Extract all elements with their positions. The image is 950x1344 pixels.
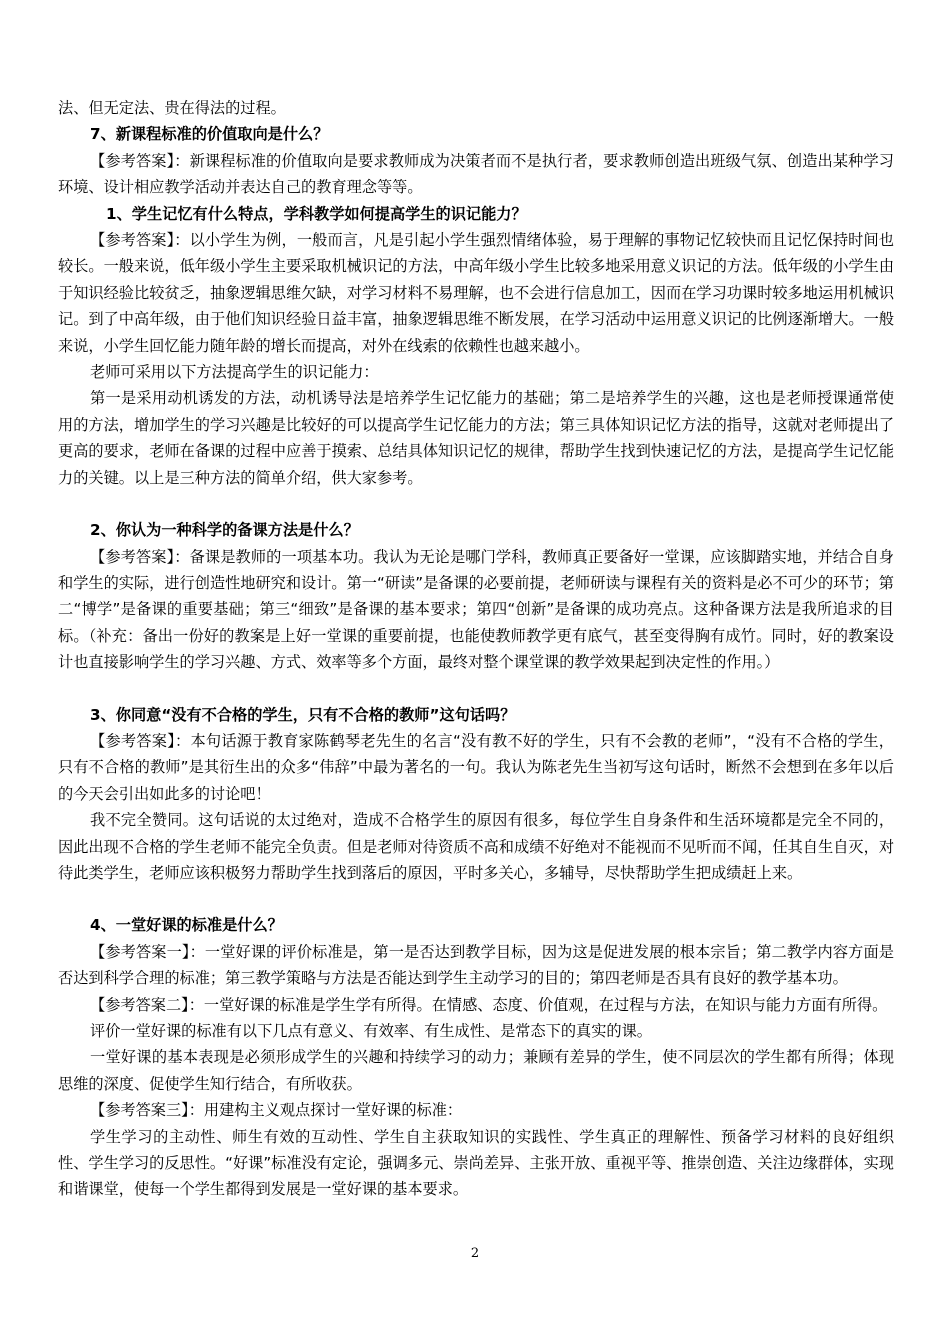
paragraph-spacer (58, 676, 894, 702)
paragraph: 【参考答案】：备课是教师的一项基本功。我认为无论是哪门学科，教师真正要备好一堂课，应该脚踏实地，并结合自身和学生的实际，进行创造性地研究和设计。第一“研读”是备课的必要前提，老师研读与课程有关的资料是必不可少的环节；第二“博学”是备课的重要基础；第三“细致”是备课的基本要求；第四“创新”是备课的成功亮点。这种备课方法是我所追求的目标。（补充：备出一份好的教案是上好一堂课的重要前提，也能使教师教学更有底气，甚至变得胸有成竹。同时，好的教案设计也直接影响学生的学习兴趣、方式、效率等多个方面，最终对整个课堂课的教学效果起到决定性的作用。） (58, 547, 894, 672)
paragraph: 【参考答案一】：一堂好课的评价标准是，第一是否达到教学目标，因为这是促进发展的根本宗旨；第二教学内容方面是否达到科学合理的标准；第三教学策略与方法是否能达到学生主动学习的目的；第四老师是否具有良好的教学基本功。 (58, 942, 894, 988)
paragraph: 我不完全赞同。这句话说的太过绝对，造成不合格学生的原因有很多，每位学生自身条件和生活环境都是完全不同的，因此出现不合格的学生老师不能完全负责。但是老师对待资质不高和成绩不好绝对不能视而不见听而不闻，任其自生自灭，对待此类学生，老师应该积极努力帮助学生找到落后的原因，平时多关心，多辅导，尽快帮助学生把成绩赶上来。 (58, 811, 894, 882)
paragraph: 【参考答案三】：用建构主义观点探讨一堂好课的标准： (90, 1101, 463, 1120)
paragraph: 法、但无定法、贵在得法的过程。 (58, 99, 286, 117)
paragraph: 【参考答案】：新课程标准的价值取向是要求教师成为决策者而不是执行者，要求教师创造出班级气氛、创造出某种学习环境、设计相应教学活动并表达自己的教育理念等等。 (58, 151, 894, 197)
paragraph: 第一是采用动机诱发的方法，动机诱导法是培养学生记忆能力的基础；第二是培养学生的兴趣，这也是老师授课通常使用的方法，增加学生的学习兴趣是比较好的可以提高学生记忆能力的方法；第三具体知识记忆方法的指导，这就对老师提出了更高的要求，老师在备课的过程中应善于摸索、总结具体知识记忆的规律，帮助学生找到快速记忆的方法，是提高学生记忆能力的关键。以上是三种方法的简单介绍，供大家参考。 (58, 389, 894, 487)
paragraph-spacer (58, 886, 894, 912)
paragraph: 【参考答案】：以小学生为例，一般而言，凡是引起小学生强烈情绪体验，易于理解的事物记忆较快而且记忆保持时间也较长。一般来说，低年级小学生主要采取机械识记的方法，中高年级小学生比较多地采用意义识记的方法。低年级的小学生由于知识经验比较贫乏，抽象逻辑思维欠缺，对学习材料不易理解，也不会进行信息加工，因而在学习功课时较多地运用机械识记。到了中高年级，由于他们知识经验日益丰富，抽象逻辑思维不断发展，在学习活动中运用意义识记的比例逐渐增大。一般来说，小学生回忆能力随年龄的增长而提高，对外在线索的依赖性也越来越小。 (58, 231, 894, 355)
document-body (58, 95, 894, 1203)
paragraph-spacer (58, 491, 894, 517)
question-heading: 7、新课程标准的价值取向是什么？ (90, 125, 329, 144)
question-heading: 1、学生记忆有什么特点，学科教学如何提高学生的识记能力？ (106, 204, 527, 223)
page-number: 2 (470, 1246, 480, 1261)
question-heading: 3、你同意“没有不合格的学生，只有不合格的教师”这句话吗？ (90, 705, 516, 724)
question-heading: 4、一堂好课的标准是什么？ (90, 916, 283, 935)
paragraph: 学生学习的主动性、师生有效的互动性、学生自主获取知识的实践性、学生真正的理解性、预备学习材料的良好组织性、学生学习的反思性。“好课”标准没有定论，强调多元、崇尚差异、主张开放、重视平等、推崇创造、关注边缘群体，实现和谐课堂，使每一个学生都得到发展是一堂好课的基本要求。 (58, 1127, 894, 1199)
paragraph: 老师可采用以下方法提高学生的识记能力： (90, 363, 379, 382)
paragraph: 【参考答案】：本句话源于教育家陈鹤琴老先生的名言“没有教不好的学生，只有不会教的老师”，“没有不合格的学生，只有不合格的教师”是其衍生出的众多“伟辞”中最为著名的一句。我认为陈老先生当初写这句话时，断然不会想到在多年以后的今天会引出如此多的讨论吧！ (58, 731, 894, 803)
question-heading: 2、你认为一种科学的备课方法是什么？ (90, 521, 359, 540)
paragraph: 一堂好课的基本表现是必须形成学生的兴趣和持续学习的动力；兼顾有差异的学生，使不同层次的学生都有所得；体现思维的深度、促使学生知行结合，有所收获。 (58, 1048, 894, 1093)
paragraph: 【参考答案二】：一堂好课的标准是学生学有所得。在情感、态度、价值观，在过程与方法，在知识与能力方面有所得。 (90, 995, 888, 1014)
paragraph: 评价一堂好课的标准有以下几点有意义、有效率、有生成性、是常态下的真实的课。 (90, 1022, 652, 1040)
